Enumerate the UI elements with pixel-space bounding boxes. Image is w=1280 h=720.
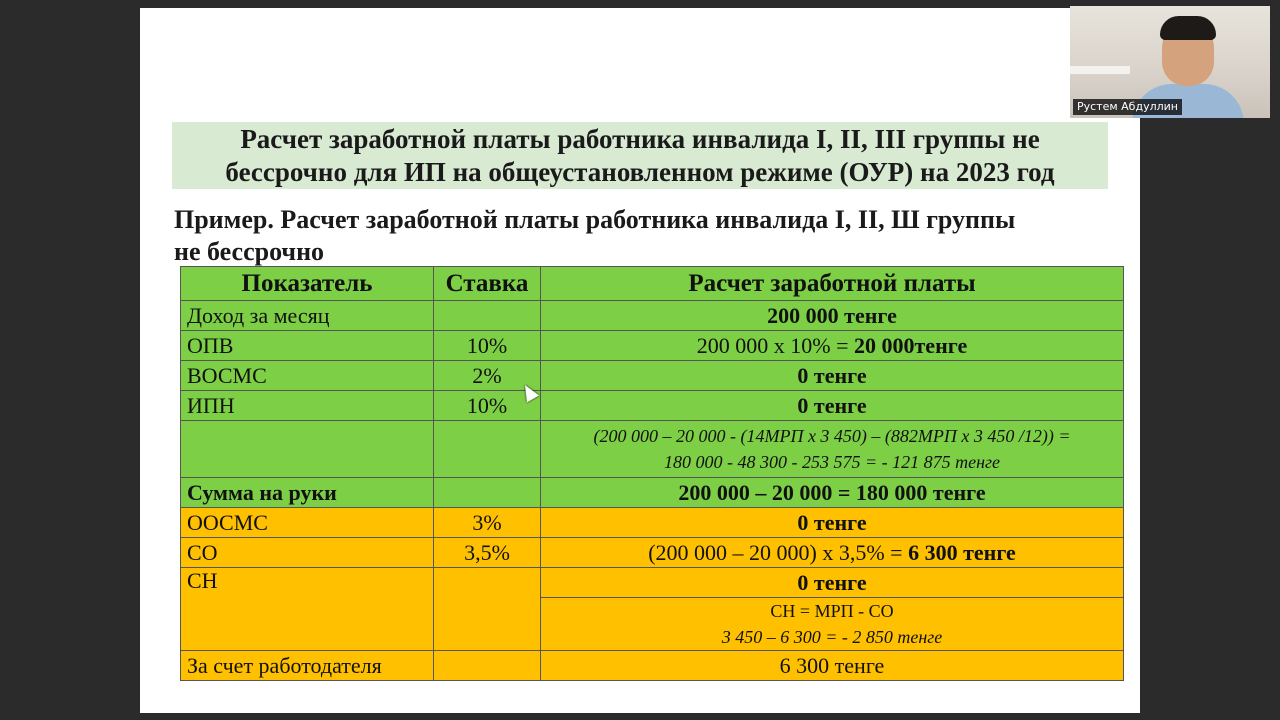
row-label: ВОСМС: [181, 361, 434, 391]
table-row-oosms: [181, 508, 1124, 538]
calc-plain: (200 000 – 20 000) х 3,5% =: [648, 539, 909, 565]
row-rate: [434, 568, 541, 651]
table-row-sn: [181, 568, 1124, 598]
row-rate: 10%: [434, 391, 541, 421]
table-row-ipn-formula: [181, 421, 1124, 478]
sn-note-line-2: 3 450 – 6 300 = - 2 850 тенге: [721, 627, 943, 647]
header-indicator: Показатель: [181, 267, 434, 301]
table-row-ipn: [181, 391, 1124, 421]
slide-subtitle: [174, 204, 1114, 268]
row-calc: 0 тенге: [541, 361, 1124, 391]
table-row-so: [181, 538, 1124, 568]
row-label: ООСМС: [181, 508, 434, 538]
slide-subtitle-line-2: не бессрочно: [174, 237, 325, 266]
table-row-net: [181, 478, 1124, 508]
participant-name-label: Рустем Абдуллин: [1073, 99, 1182, 115]
slide-title-line-1: Расчет заработной платы работника инвалида I, II, III группы не: [240, 123, 1040, 154]
slide-title: [172, 122, 1108, 189]
row-calc: 0 тенге: [541, 568, 1124, 598]
header-rate: Ставка: [434, 267, 541, 301]
row-calc: 6 300 тенге: [541, 651, 1124, 681]
row-rate: [434, 651, 541, 681]
calc-bold: 6 300 тенге: [908, 539, 1016, 565]
table-row-vosms: [181, 361, 1124, 391]
row-label: СН: [181, 568, 434, 651]
row-label: Сумма на руки: [181, 478, 434, 508]
table-row-income: [181, 301, 1124, 331]
slide-subtitle-line-1: Пример. Расчет заработной платы работника инвалида I, II, Ш группы: [174, 205, 1016, 234]
row-rate-empty: [434, 421, 541, 478]
row-calc: 200 000 тенге: [541, 301, 1124, 331]
row-calc: [541, 331, 1124, 361]
background-shelf: [1070, 66, 1130, 74]
row-calc: [541, 538, 1124, 568]
sn-note-line-1: СН = МРП - СО: [770, 601, 894, 621]
ipn-formula: [541, 421, 1124, 478]
table-header-row: [181, 267, 1124, 301]
row-label: ОПВ: [181, 331, 434, 361]
calc-bold: 20 000тенге: [854, 332, 968, 358]
table-row-opv: [181, 331, 1124, 361]
ipn-formula-line-2: 180 000 - 48 300 - 253 575 = - 121 875 тенге: [663, 452, 1001, 472]
row-label: Доход за месяц: [181, 301, 434, 331]
header-calculation: Расчет заработной платы: [541, 267, 1124, 301]
calc-plain: 200 000 х 10% =: [696, 332, 854, 358]
slide-title-line-2: бессрочно для ИП на общеустановленном режиме (ОУР) на 2023 год: [225, 156, 1055, 187]
row-label: За счет работодателя: [181, 651, 434, 681]
salary-calculation-table: [180, 266, 1124, 681]
row-label: ИПН: [181, 391, 434, 421]
row-calc: 0 тенге: [541, 508, 1124, 538]
row-rate: 3,5%: [434, 538, 541, 568]
row-rate: 10%: [434, 331, 541, 361]
row-rate: 2%: [434, 361, 541, 391]
row-calc: 0 тенге: [541, 391, 1124, 421]
table-row-employer: [181, 651, 1124, 681]
row-rate: 3%: [434, 508, 541, 538]
row-rate: [434, 478, 541, 508]
participant-hair: [1160, 16, 1216, 40]
ipn-formula-line-1: (200 000 – 20 000 - (14МРП х 3 450) – (882МРП х 3 450 /12)) =: [593, 426, 1071, 446]
row-calc: 200 000 – 20 000 = 180 000 тенге: [541, 478, 1124, 508]
row-label: СО: [181, 538, 434, 568]
row-label-empty: [181, 421, 434, 478]
row-rate: [434, 301, 541, 331]
webcam-video-tile[interactable]: [1070, 6, 1270, 118]
sn-note: [541, 598, 1124, 651]
